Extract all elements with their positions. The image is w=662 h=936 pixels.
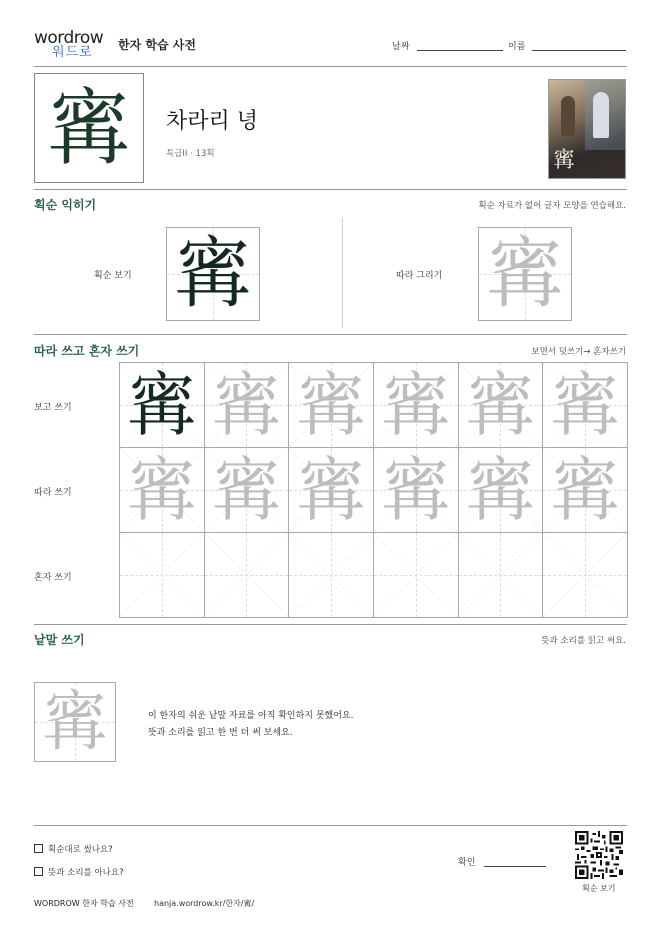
practice-section-note: 보면서 덧쓰기→ 혼자쓰기: [531, 347, 626, 357]
practice-char: 寗: [126, 364, 197, 446]
practice-cell[interactable]: [542, 447, 628, 533]
practice-char: 寗: [211, 449, 282, 531]
practice-cell[interactable]: [119, 532, 205, 618]
practice-char: 寗: [550, 449, 621, 531]
word-message-line1: 이 한자의 쉬운 낱말 자료를 아직 확인하지 못했어요.: [148, 711, 354, 721]
practice-cell[interactable]: [373, 362, 459, 448]
practice-cell[interactable]: [458, 532, 544, 618]
practice-cell[interactable]: [204, 362, 290, 448]
logo-wordmark: wordrow: [34, 28, 104, 48]
wordrow-logo[interactable]: [34, 30, 112, 64]
logo-korean: 워드로: [52, 45, 93, 60]
practice-char: 寗: [296, 449, 367, 531]
practice-grid[interactable]: [119, 362, 627, 617]
practice-cell[interactable]: [373, 447, 459, 533]
practice-cell[interactable]: [458, 362, 544, 448]
practice-cell[interactable]: [542, 532, 628, 618]
confirm-label: 확인: [458, 858, 476, 868]
stroke-section-note: 획순 자료가 없어 글자 모양을 연습해요.: [478, 201, 626, 211]
word-char-cell[interactable]: [34, 682, 116, 762]
stroke-view-label: 획순 보기: [94, 271, 132, 281]
qr-code-icon[interactable]: [575, 831, 623, 879]
practice-char: 寗: [380, 449, 451, 531]
row-label-alone: 혼자 쓰기: [34, 573, 72, 583]
hanja-grade: 특급II · 13획: [166, 149, 215, 159]
practice-char: 寗: [465, 449, 536, 531]
qr-label: 획순 보기: [582, 884, 616, 893]
header-divider: [34, 66, 627, 67]
footer-brand: WORDROW 한자 학습 사전: [34, 899, 134, 908]
practice-char: 寗: [126, 449, 197, 531]
word-section-title: 낱말 쓰기: [34, 633, 85, 647]
cover-figure-1: [561, 96, 575, 136]
practice-char: 寗: [380, 364, 451, 446]
checklist-text-stroke: 획순대로 썼나요?: [48, 845, 113, 855]
checklist-item-stroke[interactable]: [34, 843, 113, 855]
hanja-meaning: 차라리 녕: [166, 109, 259, 134]
practice-char: 寗: [550, 364, 621, 446]
checkbox-stroke[interactable]: [34, 844, 43, 853]
checklist-text-meaning: 뜻과 소리를 아나요?: [48, 868, 124, 878]
stroke-view-char: 寗: [173, 229, 252, 319]
word-section-note: 뜻과 소리를 읽고 써요.: [541, 636, 626, 646]
row-label-trace: 따라 쓰기: [34, 488, 72, 498]
hero-divider: [34, 189, 627, 190]
row-label-view: 보고 쓰기: [34, 403, 72, 413]
practice-cell[interactable]: [119, 447, 205, 533]
practice-char: 寗: [211, 364, 282, 446]
trace-cell[interactable]: [478, 227, 572, 321]
checkbox-meaning[interactable]: [34, 867, 43, 876]
name-field: [532, 50, 626, 51]
hanja-main-box: [34, 73, 144, 183]
cover-figure-2: [593, 92, 609, 138]
practice-cell[interactable]: [288, 532, 374, 618]
trace-char: 寗: [485, 229, 564, 319]
practice-section-title: 따라 쓰고 혼자 쓰기: [34, 344, 140, 358]
cover-char: 寗: [553, 148, 576, 173]
stroke-section-title: 획순 익히기: [34, 198, 97, 212]
practice-cell[interactable]: [542, 362, 628, 448]
confirm-field: [484, 866, 546, 867]
stroke-bottom-divider: [34, 334, 627, 335]
practice-cell[interactable]: [288, 362, 374, 448]
practice-cell[interactable]: [204, 447, 290, 533]
date-label: 날짜: [392, 42, 410, 52]
trace-label: 따라 그리기: [396, 271, 443, 281]
practice-bottom-divider: [34, 624, 627, 625]
word-message-line2: 뜻과 소리를 읽고 한 번 더 써 보세요.: [148, 728, 293, 738]
practice-cell[interactable]: [458, 447, 544, 533]
book-cover-image[interactable]: [548, 79, 626, 179]
word-bottom-divider: [34, 825, 627, 826]
practice-cell[interactable]: [288, 447, 374, 533]
practice-cell[interactable]: [204, 532, 290, 618]
hanja-main-char: 寗: [46, 79, 131, 177]
practice-cell[interactable]: [373, 532, 459, 618]
practice-char: 寗: [465, 364, 536, 446]
footer-url[interactable]: hanja.wordrow.kr/한자/寗/: [154, 899, 255, 908]
stroke-divider: [342, 218, 343, 328]
word-char: 寗: [42, 683, 108, 760]
name-label: 이름: [508, 42, 526, 52]
date-field: [417, 50, 503, 51]
checklist-item-meaning[interactable]: [34, 866, 124, 878]
practice-cell[interactable]: [119, 362, 205, 448]
practice-char: 寗: [296, 364, 367, 446]
stroke-view-cell: [166, 227, 260, 321]
app-title: 한자 학습 사전: [118, 38, 196, 52]
